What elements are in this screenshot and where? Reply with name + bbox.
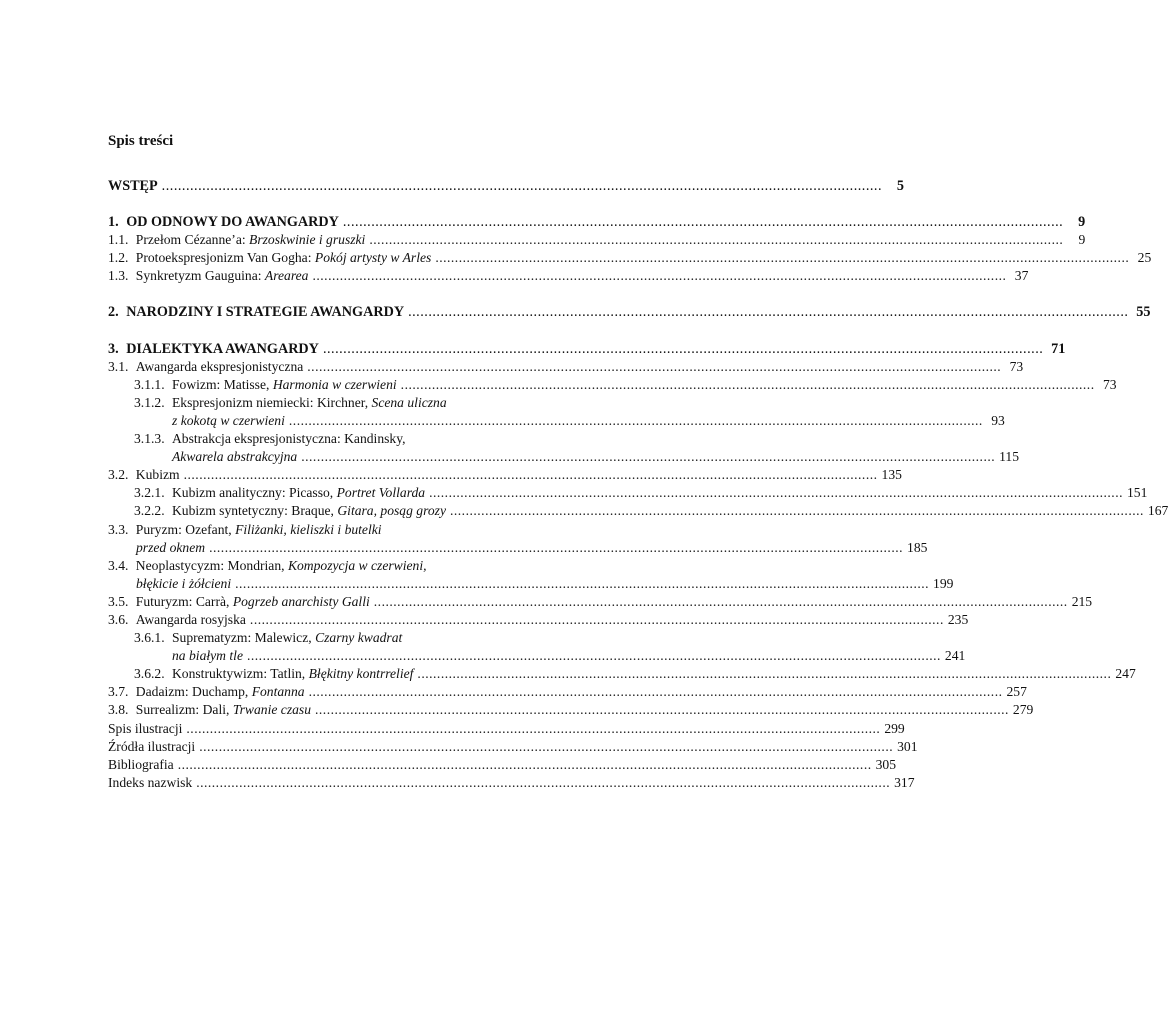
entry-text: Kubizm [135,467,180,483]
entry-text: DIALEKTYKA AWANGARDY [126,340,319,357]
entry-text: Awangarda rosyjska [135,611,246,627]
page-number: 279 [1012,702,1034,718]
toc-chapter-3 [108,340,1066,358]
entry-number: 3.3. [108,521,132,537]
entry-text: Kubizm analityczny: Picasso, [171,485,337,501]
toc-entry-3-6-2 [108,665,1136,683]
entry-number: 1.3. [108,268,132,284]
entry-text: Źródła ilustracji [108,738,196,754]
entry-italic-title: Gitara, posąg grozy [337,503,446,519]
page-number: 199 [933,575,954,591]
dot-leader [435,249,1129,267]
entry-text: Futuryzm: Carrà, [135,593,233,609]
entry-text: Protoekspresjonizm Van Gogha: [135,250,315,266]
toc-entry-spis-ilustracji [108,720,905,738]
toc-entry-3-2 [108,466,902,484]
entry-number: 3.4. [108,557,132,573]
entry-text: Indeks nazwisk [108,774,193,790]
dot-leader [199,738,893,756]
toc-entry-3-1-3-cont [108,448,1020,466]
entry-text: OD ODNOWY DO AWANGARDY [126,214,339,231]
entry-number: 3.6. [108,611,132,627]
toc-entry-zrodla-ilustracji [108,738,918,756]
page-number: 151 [1127,485,1148,501]
entry-number: 2. [108,304,119,321]
entry-text: Kubizm syntetyczny: Braque, [171,503,338,519]
entry-number: 3.5. [108,593,132,609]
page-number: 317 [894,774,915,790]
dot-leader [369,231,1063,249]
dot-leader [186,720,880,738]
entry-text: Spis ilustracji [108,720,183,736]
entry-text: NARODZINY I STRATEGIE AWANGARDY [126,304,405,321]
toc-entry-wstep [108,177,905,195]
dot-leader [247,647,941,665]
entry-number: 3.1.1. [134,376,168,392]
page-number: 73 [1103,376,1117,392]
toc-entry-3-1-1 [108,376,1117,394]
toc-entry-3-2-2 [108,502,1168,520]
dot-leader [343,213,1063,231]
entry-italic-title: Filiżanki, kieliszki i butelki [235,521,382,537]
entry-italic-title: Pokój artysty w Arles [314,250,432,266]
entry-text: Przełom Cézanne’a: [135,232,250,248]
entry-number: 3.7. [108,684,132,700]
page-number: 215 [1071,593,1093,609]
page-number: 301 [897,738,918,754]
entry-number: 3.6.1. [134,630,168,646]
dot-leader [408,303,1128,321]
dot-leader [450,502,1144,520]
entry-italic-title: błękicie i żółcieni [136,575,232,591]
toc-entry-3-6-1 [108,629,518,647]
entry-text: Neoplastycyzm: Mondrian, [135,557,288,573]
toc-chapter-2 [108,303,1151,321]
page-number: 9 [1078,214,1086,231]
toc-entry-3-1 [108,358,1024,376]
page-number: 235 [947,611,969,627]
dot-leader [184,466,878,484]
page-number: 5 [896,178,905,194]
toc-entry-3-4-cont [108,575,954,593]
dot-leader [401,376,1095,394]
page-number: 305 [875,756,896,772]
entry-text: Dadaizm: Duchamp, [135,684,252,700]
page-number: 71 [1051,340,1066,357]
entry-text: Konstruktywizm: Tatlin, [171,666,309,682]
entry-number: 3.2.2. [134,503,168,519]
toc-entry-3-6-1-cont [108,647,966,665]
entry-italic-title: Pogrzeb anarchisty Galli [232,593,370,609]
toc-entry-3-1-2 [108,394,518,412]
entry-italic-title: Portret Vollarda [336,485,426,501]
page-number: 167 [1147,503,1168,519]
page-number: 241 [944,648,966,664]
entry-number: 3.1.2. [134,394,168,410]
toc-entry-3-6 [108,611,969,629]
dot-leader [315,701,1009,719]
entry-italic-title: Błękitny kontrrelief [308,666,414,682]
dot-leader [235,575,929,593]
entry-number: 1.2. [108,250,132,266]
entry-italic-title: Harmonia w czerwieni [272,376,397,392]
toc-entry-bibliografia [108,756,896,774]
dot-leader [417,665,1111,683]
entry-text: Fowizm: Matisse, [171,376,273,392]
page-number: 257 [1006,684,1027,700]
toc-entry-3-1-3 [108,430,518,448]
toc-entry-3-2-1 [108,484,1148,502]
toc-entry-1-1 [108,231,1086,249]
dot-leader [209,539,903,557]
dot-leader [196,774,890,792]
toc-entry-3-7 [108,683,1027,701]
dot-leader [250,611,944,629]
entry-text: Synkretyzm Gauguina: [135,268,265,284]
entry-italic-title: z kokotą w czerwieni [172,412,285,428]
dot-leader [301,448,995,466]
toc-entry-1-3 [108,267,1029,285]
page-number: 115 [999,449,1020,465]
entry-number: 3.1. [108,358,132,374]
page-number: 247 [1115,666,1136,682]
dot-leader [289,412,983,430]
page-number: 135 [881,467,902,483]
entry-number: 3.2. [108,467,132,483]
entry-italic-title: Trwanie czasu [232,702,311,718]
entry-italic-title: Fontanna [251,684,305,700]
entry-number: 3.1.3. [134,431,168,447]
dot-leader [323,340,1043,358]
dot-leader [178,756,872,774]
page-number: 9 [1078,232,1086,248]
toc-entry-3-5 [108,593,1093,611]
entry-italic-title: na białym tle [172,648,243,664]
entry-italic-title: Kompozycja w czerwieni, [287,557,427,573]
page-number: 37 [1014,268,1029,284]
entry-number: 3. [108,340,119,357]
dot-leader [429,484,1123,502]
entry-text: Puryzm: Ozefant, [135,521,236,537]
toc-entry-3-3-cont [108,539,928,557]
page-number: 185 [907,539,928,555]
entry-number: 1. [108,214,119,231]
toc-chapter-1 [108,213,1086,231]
dot-leader [374,593,1068,611]
dot-leader [309,683,1003,701]
toc-entry-3-4 [108,557,518,575]
entry-italic-title: Czarny kwadrat [315,630,403,646]
page-title: Spis treści [108,133,174,149]
dot-leader [307,358,1001,376]
entry-number: 3.2.1. [134,485,168,501]
entry-italic-title: Arearea [264,268,309,284]
dot-leader [312,267,1006,285]
page-number: 55 [1136,304,1151,321]
toc-entry-indeks-nazwisk [108,774,915,792]
toc-entry-3-8 [108,701,1034,719]
table-of-contents [108,177,1168,792]
toc-entry-1-2 [108,249,1152,267]
entry-italic-title: Scena uliczna [371,394,447,410]
entry-text: Ekspresjonizm niemiecki: Kirchner, [171,394,372,410]
entry-number: 3.8. [108,702,132,718]
page-number: 93 [991,412,1005,428]
entry-number: 1.1. [108,232,132,248]
entry-text: WSTĘP [108,178,158,194]
entry-text: Suprematyzm: Malewicz, [171,630,316,646]
dot-leader [162,177,882,195]
entry-text: Awangarda ekspresjonistyczna [135,358,304,374]
entry-italic-title: Brzoskwinie i gruszki [249,232,366,248]
entry-italic-title: Akwarela abstrakcyjna [172,449,298,465]
toc-entry-3-1-2-cont [108,412,1005,430]
page-number: 73 [1009,358,1024,374]
entry-italic-title: przed oknem [136,539,206,555]
entry-text: Bibliografia [108,756,174,772]
entry-number: 3.6.2. [134,666,168,682]
toc-entry-3-3 [108,521,518,539]
entry-text: Abstrakcja ekspresjonistyczna: Kandinsky, [171,431,406,447]
page-number: 299 [884,720,905,736]
page-number: 25 [1137,250,1152,266]
entry-text: Surrealizm: Dali, [135,702,233,718]
